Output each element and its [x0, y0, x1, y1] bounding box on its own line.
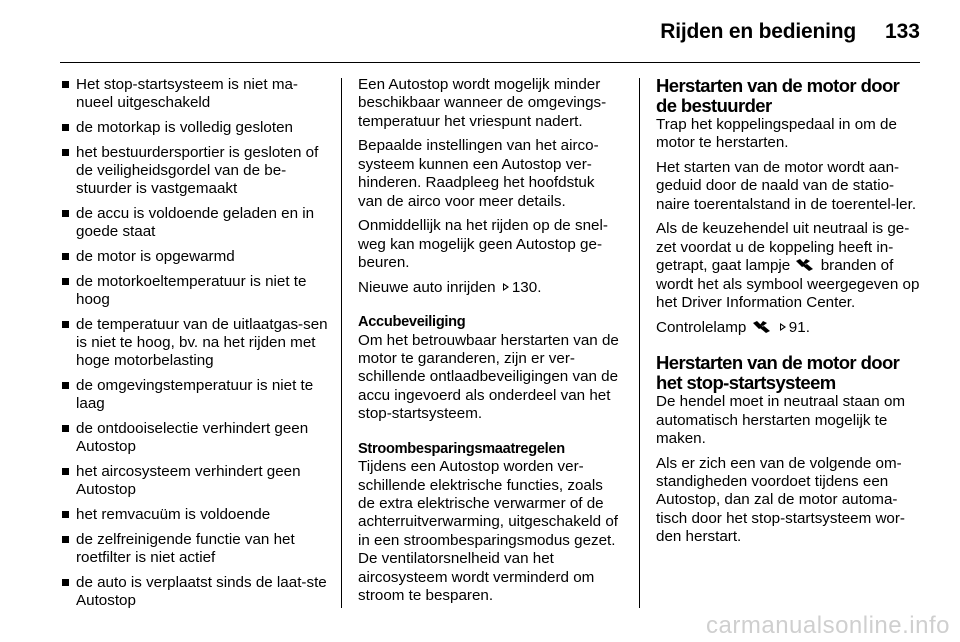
section-heading-auto-restart: Herstarten van de motor door het stop-startsysteem	[656, 352, 900, 394]
reference-page: 91.	[788, 318, 810, 336]
paragraph-reference	[358, 279, 622, 297]
list-item: de motor is opgewarmd	[62, 248, 330, 266]
reference-arrow-icon	[780, 323, 786, 331]
paragraph: Als er zich een van de volgende om-standigheden voordoet tijdens een Autostop, dan zal de motor automa-tisch door het stop-startsysteem wor-den herstart.	[656, 454, 905, 546]
column-2	[358, 76, 622, 612]
paragraph: Trap het koppelingspedaal in om de motor te herstarten.	[656, 116, 897, 152]
paragraph: Om het betrouwbaar herstarten van de motor te garanderen, zijn er ver-schillende ontlaadbeveiligingen van de accu ingevoerd als onderdeel van het stop-startsysteem.	[358, 331, 619, 423]
paragraph: Bepaalde instellingen van het airco-systeem kunnen een Autostop ver-hinderen. Raadpleeg het hoofdstuk van de airco voor meer details.	[358, 137, 599, 210]
list-item: de auto is verplaatst sinds de laat-ste Autostop	[62, 574, 330, 611]
list-item: de ontdooiselectie verhindert geen Autostop	[62, 420, 330, 457]
list-item: Het stop-startsysteem is niet ma-nueel uitgeschakeld	[62, 76, 330, 113]
paragraph-reference: Controlelamp 91.	[656, 318, 810, 336]
list-item: de motorkoeltemperatuur is niet te hoog	[62, 273, 330, 310]
column-3	[656, 76, 924, 553]
column-divider-1	[341, 78, 342, 608]
autostop-lamp-icon	[753, 321, 771, 333]
bullet-icon	[62, 382, 69, 389]
subheading-stroombesparing: Stroombesparingsmaatregelen	[358, 440, 565, 457]
bullet-icon	[62, 81, 69, 88]
reference-text: Nieuwe auto inrijden	[358, 278, 496, 296]
paragraph-with-icon: Als de keuzehendel uit neutraal is ge-zet voordat u de koppeling heeft in-getrapt, gaat lampje branden of wordt het als symbool weergegeven op het Driver Information Center.	[656, 220, 920, 312]
bullet-icon	[62, 536, 69, 543]
bullet-icon	[62, 124, 69, 131]
reference-arrow-icon	[503, 283, 509, 291]
header-divider	[60, 62, 920, 63]
bullet-icon	[62, 149, 69, 156]
list-item: de omgevingstemperatuur is niet te laag	[62, 377, 330, 414]
page-number: 133	[884, 20, 920, 43]
bullet-icon	[62, 511, 69, 518]
subheading-accubeveiliging: Accubeveiliging	[358, 314, 466, 331]
paragraph: Onmiddellijk na het rijden op de snel-weg kan mogelijk geen Autostop ge-beuren.	[358, 217, 608, 272]
list-item: de motorkap is volledig gesloten	[62, 119, 330, 137]
paragraph: Het starten van de motor wordt aan-geduid door de naald van de statio-naire toerentalstand in de toerentel-ler.	[656, 159, 917, 213]
bullet-icon	[62, 278, 69, 285]
condition-list	[62, 76, 330, 610]
paragraph: De hendel moet in neutraal staan om automatisch herstarten mogelijk te maken.	[656, 393, 906, 448]
list-item: het remvacuüm is voldoende	[62, 506, 330, 524]
list-item: de temperatuur van de uitlaatgas-sen is niet te hoog, bv. na het rijden met hoge motorbelasting	[62, 316, 330, 371]
column-1	[62, 76, 330, 617]
autostop-lamp-icon	[796, 259, 814, 271]
paragraph: Een Autostop wordt mogelijk minder beschikbaar wanneer de omgevings-temperatuur het vriespunt nadert.	[358, 76, 607, 130]
bullet-icon	[62, 253, 69, 260]
watermark: carmanualsonline.info	[706, 612, 950, 639]
list-item: het bestuurdersportier is gesloten of de veiligheidsgordel van de be-stuurder is vastgemaakt	[62, 144, 330, 199]
paragraph: Tijdens een Autostop worden ver-schillende elektrische functies, zoals de extra elektrische verwarmer of de achterruitverwarming, uitgeschakeld of in een stroombesparingsmodus gezet. De ventilatorsnelheid van het aircosysteem wordt verminderd om stroom te besparen.	[358, 458, 618, 605]
bullet-icon	[62, 210, 69, 217]
list-item: de accu is voldoende geladen en in goede staat	[62, 205, 330, 242]
list-item: de zelfreinigende functie van het roetfilter is niet actief	[62, 531, 330, 568]
section-heading-driver-restart: Herstarten van de motor door de bestuurder	[656, 75, 900, 116]
bullet-icon	[62, 579, 69, 586]
column-divider-2	[639, 78, 640, 608]
bullet-icon	[62, 468, 69, 475]
reference-page: 130.	[511, 278, 542, 296]
page-title: Rijden en bediening	[660, 20, 856, 43]
bullet-icon	[62, 425, 69, 432]
bullet-icon	[62, 321, 69, 328]
list-item: het aircosysteem verhindert geen Autostop	[62, 463, 330, 500]
